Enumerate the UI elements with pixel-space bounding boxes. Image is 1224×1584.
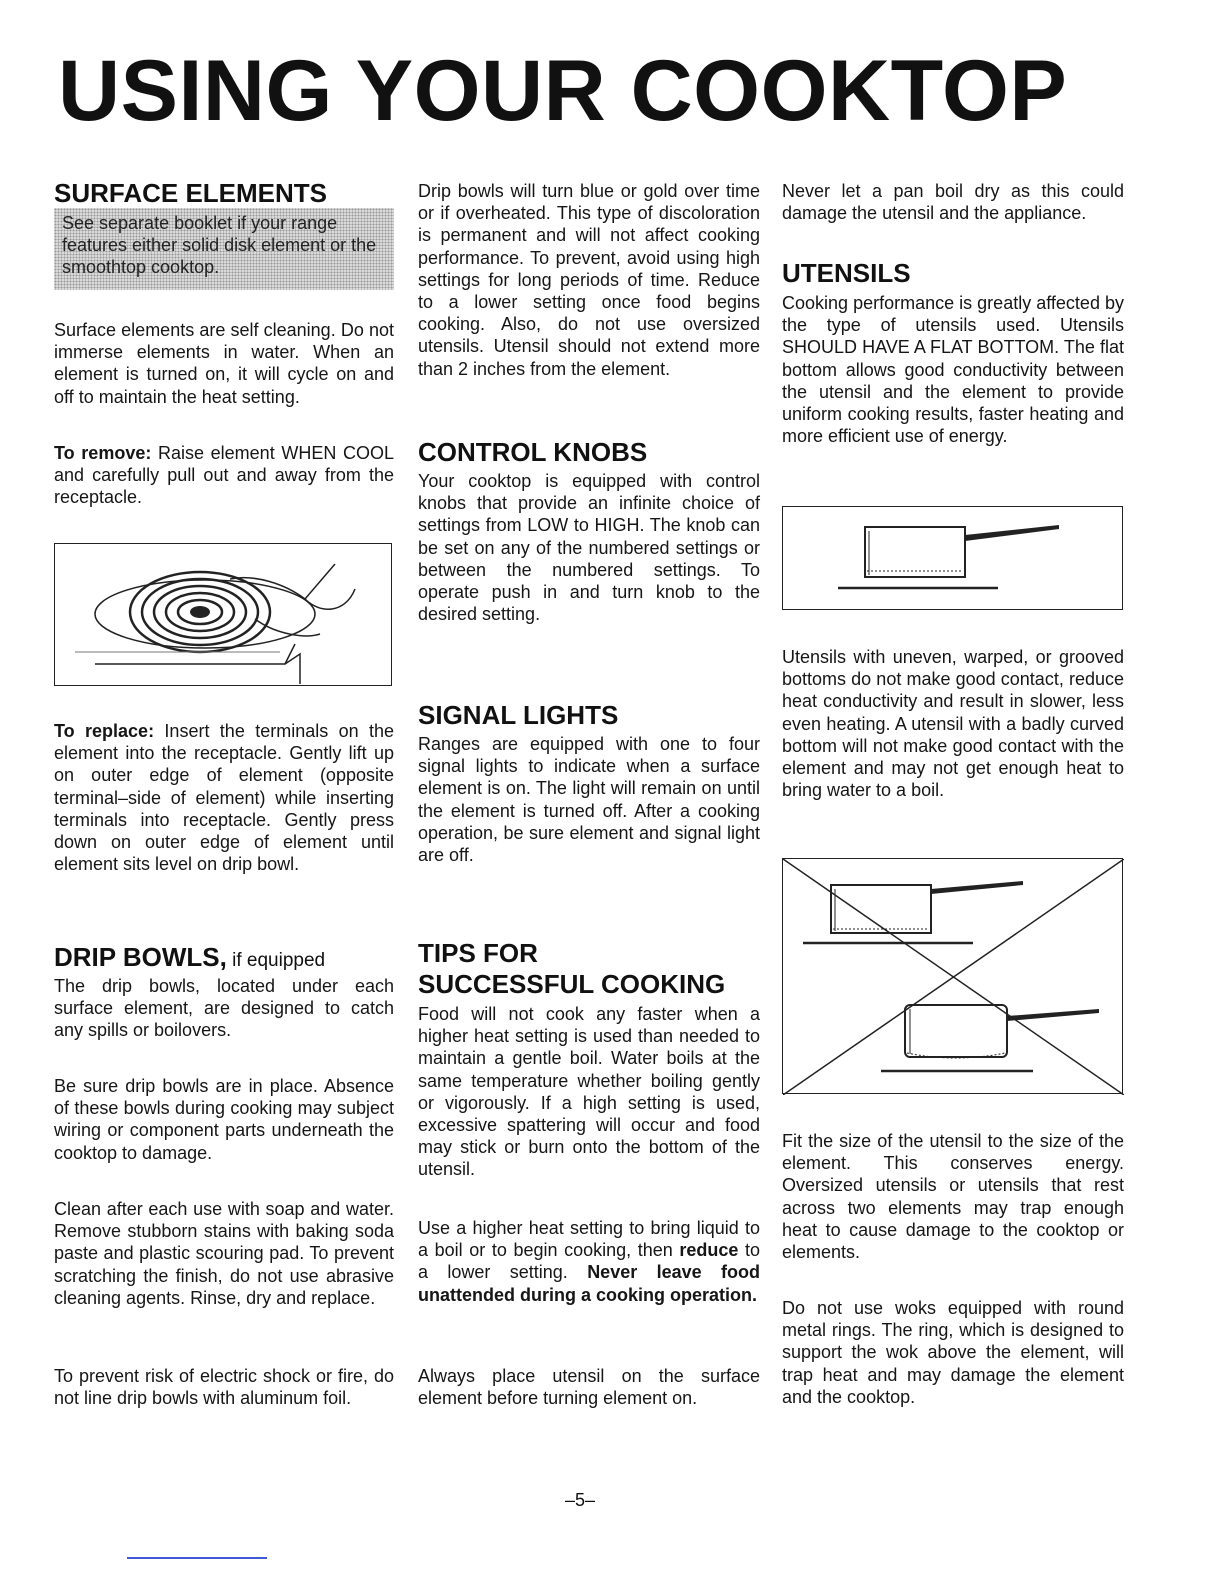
- drip-discoloration-paragraph: Drip bowls will turn blue or gold over time or if overheated. This type of discoloration is permanent and will not affect cooking performance. To prevent, avoid using high settings for long periods of time. Reduce to a lower setting once food begins cooking. Also, do not use oversized utensils. Utensil should not extend more than 2 inches from the element.: [418, 181, 760, 379]
- drip-bowls-heading: [54, 942, 325, 976]
- hand-illustration: [230, 564, 355, 636]
- control-knobs-paragraph: Your cooktop is equipped with control knobs that provide an infinite choice of settings from LOW to HIGH. The knob can be set on any of the numbered settings or between the numbered settings. To operate push in and turn knob to the desired setting.: [418, 471, 760, 625]
- drip-bowls-paragraph-1: The drip bowls, located under each surface element, are designed to catch any spills or boilovers.: [54, 976, 394, 1041]
- utensils-paragraph-2: Utensils with uneven, warped, or grooved bottoms do not make good contact, reduce heat conductivity and result in slower, less even heating. A utensil with a badly curved bottom will not make good contact with the element and may not get enough heat to bring water to a boil.: [782, 647, 1124, 801]
- flat-pan-body: [865, 527, 965, 577]
- oversized-pan-figure: [782, 858, 1123, 1094]
- tips-p2-part-a: Use a higher heat setting to bring liquid to a boil or to begin cooking, then: [418, 1218, 760, 1261]
- surface-elements-paragraph: Surface elements are self cleaning. Do not immerse elements in water. When an element is turned on, it will cycle on and off to maintain the heat setting.: [54, 320, 394, 407]
- utensils-heading: UTENSILS: [782, 258, 911, 288]
- drip-bowls-title: DRIP BOWLS,: [54, 942, 227, 972]
- warped-pan-bottom: [905, 1005, 1007, 1057]
- remove-instructions: [54, 442, 394, 509]
- replace-text: Insert the terminals on the element into the receptacle. Gently lift up on outer edge of element (opposite terminal–side of element) while inserting terminals into receptacle. Gently press down on outer edge of element until element sits level on drip bowl.: [54, 721, 394, 875]
- bottom-rule: [127, 1557, 267, 1559]
- remove-text: Raise element WHEN COOL and carefully pull out and away from the receptacle.: [54, 443, 394, 508]
- replace-instructions: [54, 720, 394, 875]
- signal-lights-paragraph: Ranges are equipped with one to four signal lights to indicate when a surface element is on. The light will remain on until the element is turned off. After a cooking operation, be sure element and signal light are off.: [418, 734, 760, 866]
- tips-p2-warning: Never leave food unattended during a cooking operation.: [418, 1262, 760, 1305]
- drip-bowls-paragraph-3: Clean after each use with soap and water. Remove stubborn stains with baking soda paste and plastic scouring pad. To prevent scratching the finish, do not use abrasive cleaning agents. Rinse, dry and replace.: [54, 1199, 394, 1308]
- flat-pan-handle: [965, 525, 1059, 541]
- warped-pan-top: [831, 885, 931, 933]
- woks-paragraph: Do not use woks equipped with round metal rings. The ring, which is designed to support the wok above the element, will trap heat and may damage the element and the cooktop.: [782, 1298, 1124, 1407]
- boil-dry-paragraph: Never let a pan boil dry as this could damage the utensil and the appliance.: [782, 181, 1124, 224]
- page-number: –5–: [565, 1490, 596, 1510]
- tips-heading-line-2: SUCCESSFUL COOKING: [418, 969, 726, 999]
- remove-label: To remove:: [54, 443, 152, 463]
- control-knobs-heading: CONTROL KNOBS: [418, 437, 648, 467]
- tips-p2-part-c: to a lower setting.: [418, 1240, 761, 1283]
- surface-note-box: [54, 208, 394, 290]
- tips-paragraph-2: [418, 1217, 760, 1306]
- utensils-paragraph-1: Cooking performance is greatly affected by the type of utensils used. Utensils SHOULD HAVE A FLAT BOTTOM. The flat bottom allows good conductivity between the utensil and the element to provide uniform cooking results, faster heating and more efficient use of energy.: [782, 293, 1124, 447]
- drip-bowls-qualifier: if equipped: [226, 950, 326, 971]
- tips-heading-line-1: TIPS FOR: [418, 938, 538, 968]
- fit-size-paragraph: Fit the size of the utensil to the size of the element. This conserves energy. Oversized utensils or utensils that rest across two elements may trap enough heat to cause damage to the cooktop or elements.: [782, 1131, 1124, 1263]
- flat-pan-figure: [782, 506, 1123, 610]
- surface-elements-heading: SURFACE ELEMENTS: [54, 178, 328, 208]
- replace-label: To replace:: [54, 721, 155, 741]
- drip-bowls-paragraph-2: Be sure drip bowls are in place. Absence of these bowls during cooking may subject wiring or component parts underneath the cooktop to damage.: [54, 1076, 394, 1163]
- page-title: USING YOUR COOKTOP: [58, 43, 1068, 139]
- element-removal-figure: [54, 543, 392, 686]
- tips-paragraph-1: Food will not cook any faster when a higher heat setting is used than needed to maintain a gentle boil. Water boils at the same temperature whether boiling gently or vigorously. If a high setting is used, excessive spattering will occur and food may stick or burn onto the bottom of the utensil.: [418, 1004, 760, 1180]
- tips-p2-reduce: reduce: [679, 1240, 739, 1261]
- surface-note-text: See separate booklet if your range features either solid disk element or the smoothtop cooktop.: [62, 213, 377, 278]
- drip-bowls-paragraph-4: To prevent risk of electric shock or fire, do not line drip bowls with aluminum foil.: [54, 1366, 394, 1409]
- signal-lights-heading: SIGNAL LIGHTS: [418, 700, 619, 730]
- tips-paragraph-3: Always place utensil on the surface element before turning element on.: [418, 1366, 760, 1409]
